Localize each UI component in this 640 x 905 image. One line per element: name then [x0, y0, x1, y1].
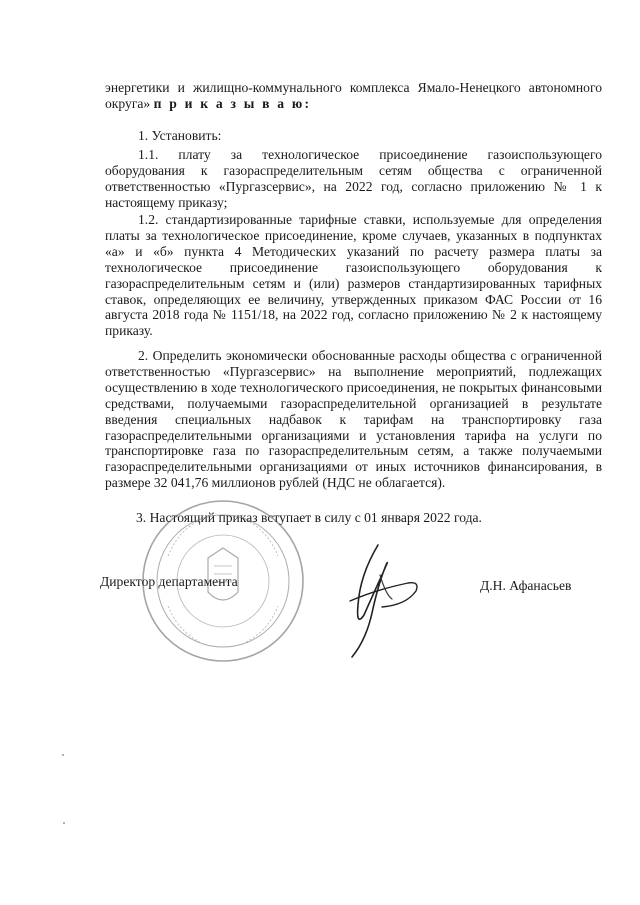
item1-2-paragraph: 1.2. стандартизированные тарифные ставки, используемые для определения платы за технологическое присоединение, кроме случаев, указанных в подпунктах «а» и «б» пункта 4 Методических указаний по расчету размера платы за технологическое присоединение газоиспользующего оборудования к газораспределительным сетям и (или) размеров стандартизированных тарифных ставок, определяющих ее величину, утвержденных приказом ФАС России от 16 августа 2018 года № 1151/18, на 2022 год, согласно приложению № 2 к настоящему приказу. [105, 212, 602, 339]
item2-paragraph: 2. Определить экономически обоснованные расходы общества с ограниченной ответственностью «Пургазсервис» на выполнение мероприятий, подлежащих осуществлению в ходе технологического присоединения, не покрытых финансовыми средствами, получаемыми газораспределительной организацией в результате введения специальных надбавок к тарифам на транспортировку газа газораспределительными организациями и установления тарифа на услуги по транспортировке газа по газораспределительным сетям, а также получаемыми газораспределительными организациями от иных источников финансирования, в размере 32 041,76 миллионов рублей (НДС не облагается). [105, 348, 602, 491]
intro-text: энергетики и жилищно-коммунального комплекса Ямало-Ненецкого автономного округа» [105, 80, 602, 111]
item1-1-paragraph: 1.1. плату за технологическое присоединение газоиспользующего оборудования к газораспределительным сетям общества с ограниченной ответственностью «Пургазсервис», на 2022 год, согласно приложению № 1 к настоящему приказу; [105, 147, 602, 210]
intro-paragraph [105, 80, 602, 112]
item3-paragraph: 3. Настоящий приказ вступает в силу с 01 января 2022 года. [136, 510, 482, 525]
scan-speck [63, 822, 65, 824]
handwritten-signature [320, 535, 440, 660]
intro-command: п р и к а з ы в а ю: [153, 95, 312, 111]
signatory-role: Директор департамента [100, 574, 238, 589]
item1-heading: 1. Установить: [138, 128, 222, 143]
signatory-name: Д.Н. Афанасьев [480, 578, 572, 593]
scan-speck [62, 754, 64, 756]
